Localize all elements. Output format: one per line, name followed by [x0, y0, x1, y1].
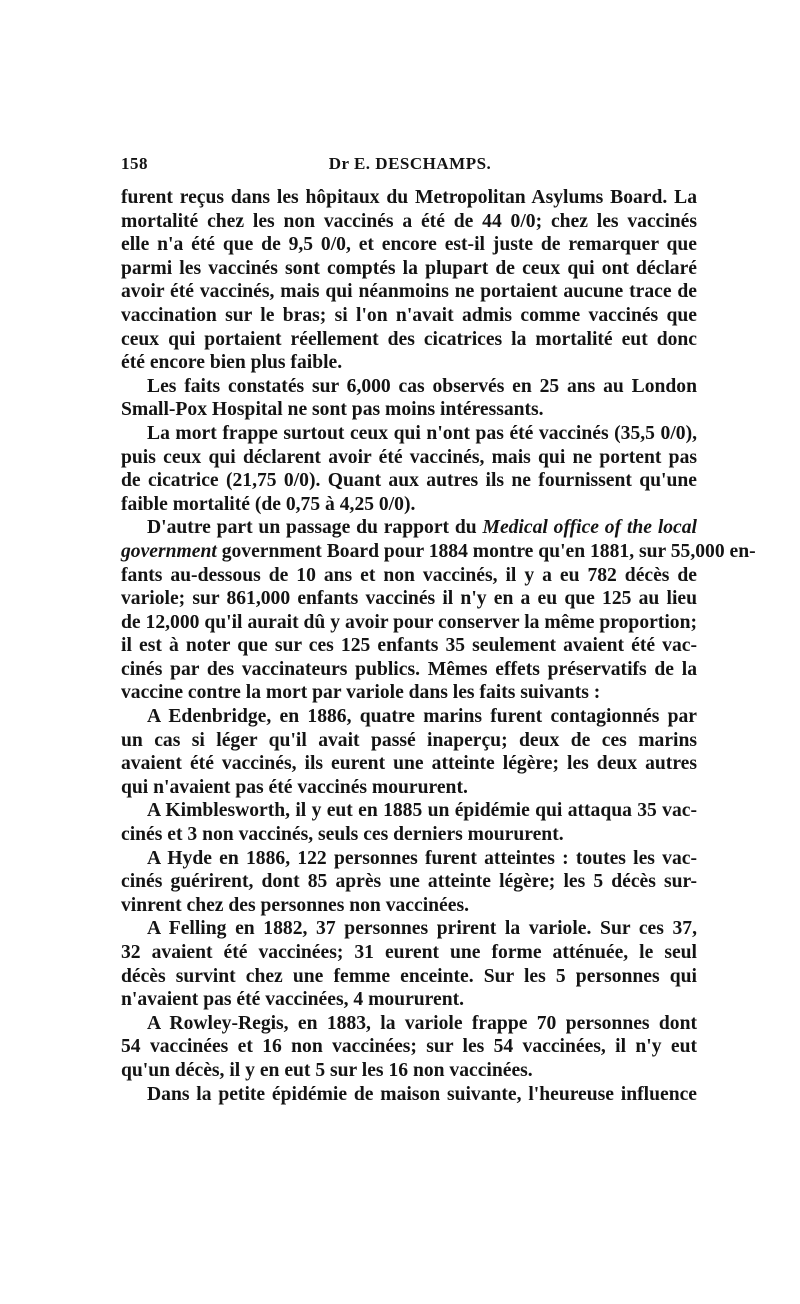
text-line: Small-Pox Hospital ne sont pas moins intéressants.: [121, 399, 544, 421]
paragraph: [121, 516, 756, 705]
text-line: Les faits constatés sur 6,000 cas observés en 25 ans au London: [147, 375, 697, 397]
text-line: été encore bien plus faible.: [121, 352, 343, 374]
text-line: A Rowley-Regis, en 1883, la variole frappe 70 personnes dont: [147, 1012, 697, 1034]
text-line: puis ceux qui déclarent avoir été vaccinés, mais qui ne portent pas: [121, 446, 697, 468]
report-title-italic: government: [121, 540, 217, 562]
text-line: cinés et 3 non vaccinés, seuls ces derniers moururent.: [121, 824, 564, 846]
text-line: vaccine contre la mort par variole dans les faits suivants :: [121, 682, 601, 704]
text-line: n'avaient pas été vaccinées, 4 moururent.: [121, 989, 465, 1011]
text-line: ceux qui portaient réellement des cicatrices la mortalité eut donc: [121, 328, 697, 350]
report-title-italic: Medical office of the local: [482, 517, 697, 539]
page-number: 158: [121, 154, 148, 173]
text-line: décès survint chez une femme enceinte. Sur les 5 personnes qui: [121, 965, 697, 987]
paragraph: [121, 705, 697, 799]
text-line: furent reçus dans les hôpitaux du Metropolitan Asylums Board. La: [121, 187, 697, 208]
text-line: un cas si léger qu'il avait passé inaperçu; deux de ces marins: [121, 729, 697, 751]
text-line: cinés guérirent, dont 85 après une atteinte légère; les 5 décès sur-: [121, 871, 697, 893]
paragraph: [121, 1083, 697, 1107]
text-line: de 12,000 qu'il aurait dû y avoir pour conserver la même proportion;: [121, 611, 697, 633]
text-line: 54 vaccinées et 16 non vaccinées; sur les 54 vaccinées, il n'y eut: [121, 1036, 697, 1058]
text-line: cinés par des vaccinateurs publics. Mêmes effets préservatifs de la: [121, 658, 697, 680]
text-line: A Edenbridge, en 1886, quatre marins furent contagionnés par: [147, 706, 697, 728]
text-line: A Hyde en 1886, 122 personnes furent atteintes : toutes les vac-: [147, 847, 697, 869]
paragraph: [121, 917, 697, 1011]
text-line: qui n'avaient pas été vaccinés moururent.: [121, 776, 468, 798]
text-line: faible mortalité (de 0,75 à 4,25 0/0).: [121, 493, 416, 515]
text-segment: D'autre part un passage du rapport du: [147, 517, 477, 539]
text-line: vaccination sur le bras; si l'on n'avait admis comme vaccinés que: [121, 304, 697, 326]
text-line: elle n'a été que de 9,5 0/0, et encore est-il juste de remarquer que: [121, 234, 697, 256]
text-line: A Kimblesworth, il y eut en 1885 un épidémie qui attaqua 35 vac-: [147, 800, 697, 822]
text-line: parmi les vaccinés sont comptés la plupart de ceux qui ont déclaré: [121, 257, 697, 279]
text-line: variole; sur 861,000 enfants vaccinés il n'y en a eu que 125 au lieu: [121, 588, 697, 610]
text-line: 32 avaient été vaccinées; 31 eurent une forme atténuée, le seul: [121, 942, 697, 963]
text-line: avoir été vaccinés, mais qui néanmoins ne portaient aucune trace de: [121, 281, 697, 303]
text-line: vinrent chez des personnes non vaccinées.: [121, 894, 469, 916]
running-head: [121, 154, 699, 178]
text-line: fants au-dessous de 10 ans et non vaccinés, il y a eu 782 décès de: [121, 564, 697, 586]
text-line: de cicatrice (21,75 0/0). Quant aux autres ils ne fournissent qu'une: [121, 470, 697, 492]
text-line: La mort frappe surtout ceux qui n'ont pas été vaccinés (35,5 0/0),: [147, 422, 697, 444]
text-line: il est à noter que sur ces 125 enfants 35 seulement avaient été vac-: [121, 635, 697, 657]
body-text: [121, 186, 756, 1106]
paragraph: [121, 1012, 697, 1083]
text-line: mortalité chez les non vaccinés a été de 44 0/0; chez les vaccinés: [121, 210, 697, 232]
paragraph: [121, 375, 697, 422]
text-line: [121, 540, 756, 564]
paragraph: [121, 847, 697, 918]
text-line: Dans la petite épidémie de maison suivante, l'heureuse influence: [147, 1083, 697, 1105]
text-line: [121, 516, 697, 540]
text-segment: government Board pour 1884 montre qu'en 1881, sur 55,000 en-: [221, 540, 756, 562]
paragraph: [121, 799, 697, 846]
text-line: qu'un décès, il y en eut 5 sur les 16 non vaccinées.: [121, 1059, 533, 1081]
paragraph: [121, 186, 697, 375]
running-title: Dr E. DESCHAMPS.: [328, 154, 492, 173]
text-line: avaient été vaccinés, ils eurent une atteinte légère; les deux autres: [121, 753, 697, 775]
paragraph: [121, 422, 697, 516]
text-line: A Felling en 1882, 37 personnes prirent la variole. Sur ces 37,: [147, 918, 697, 940]
